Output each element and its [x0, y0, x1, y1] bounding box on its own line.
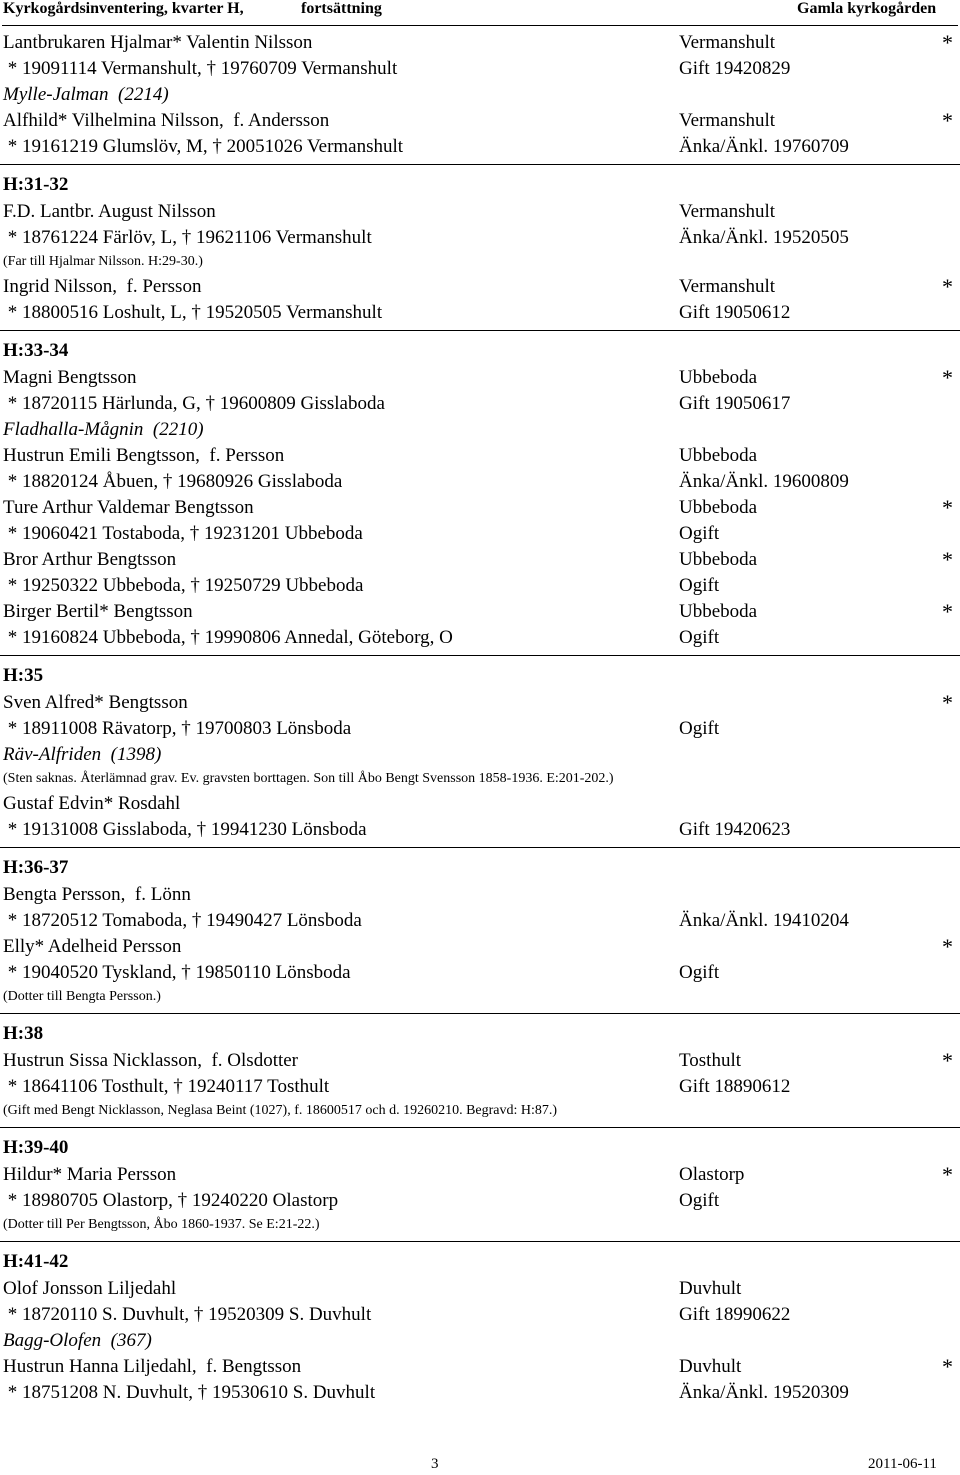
- record-line: [0, 908, 960, 934]
- section-title: H:36-37: [3, 857, 69, 878]
- record-line: [0, 134, 960, 160]
- entry-detail: Gift 19420829: [679, 58, 791, 79]
- star-marker: *: [942, 1162, 953, 1187]
- entry-text: Hustrun Hanna Liljedahl, f. Bengtsson: [3, 1356, 302, 1377]
- entry-detail: Ogift: [679, 962, 720, 983]
- entry-text: F.D. Lantbr. August Nilsson: [3, 201, 216, 222]
- star-marker: *: [942, 108, 953, 133]
- star-marker: *: [942, 365, 953, 390]
- page-number: 3: [431, 1456, 439, 1472]
- entry-detail: Vermanshult: [679, 32, 776, 53]
- entry-detail: Tosthult: [679, 1050, 742, 1071]
- entry-text: * 18641106 Tosthult, † 19240117 Tosthult: [3, 1076, 330, 1097]
- entry-detail: Ogift: [679, 718, 720, 739]
- note-line: [0, 251, 960, 274]
- entry-text: Hildur* Maria Persson: [3, 1164, 177, 1185]
- record-line: [0, 108, 960, 134]
- record-line: [0, 1048, 960, 1074]
- entry-text: Bagg-Olofen (367): [3, 1330, 152, 1351]
- entry-text: * 18980705 Olastorp, † 19240220 Olastorp: [3, 1190, 339, 1211]
- record-line: [0, 30, 960, 56]
- star-marker: *: [942, 274, 953, 299]
- entry-text: Bror Arthur Bengtsson: [3, 549, 177, 570]
- note-line: [0, 768, 960, 791]
- entry-detail: Änka/Änkl. 19760709: [679, 136, 849, 157]
- section-header: [0, 655, 960, 690]
- entry-text: Mylle-Jalman (2214): [3, 84, 169, 105]
- entry-detail: Gift 19050612: [679, 302, 791, 323]
- nickname-line: [0, 1328, 960, 1354]
- entry-detail: Ubbeboda: [679, 601, 758, 622]
- entry-text: * 19160824 Ubbeboda, † 19990806 Annedal, Göteborg, O: [3, 627, 453, 648]
- entry-text: Alfhild* Vilhelmina Nilsson, f. Andersson: [3, 110, 330, 131]
- entry-text: Hustrun Sissa Nicklasson, f. Olsdotter: [3, 1050, 299, 1071]
- star-marker: *: [942, 690, 953, 715]
- star-marker: *: [942, 30, 953, 55]
- entry-detail: Duvhult: [679, 1356, 742, 1377]
- entry-text: Elly* Adelheid Persson: [3, 936, 182, 957]
- section-header: [0, 1013, 960, 1048]
- nickname-line: [0, 417, 960, 443]
- page-footer: [0, 1456, 960, 1474]
- entry-text: Hustrun Emili Bengtsson, f. Persson: [3, 445, 285, 466]
- entry-detail: Gift 18890612: [679, 1076, 791, 1097]
- note-line: [0, 986, 960, 1009]
- entry-text: * 18751208 N. Duvhult, † 19530610 S. Duvhult: [3, 1382, 376, 1403]
- entry-detail: Gift 19420623: [679, 819, 791, 840]
- entry-text: * 18911008 Rävatorp, † 19700803 Lönsboda: [3, 718, 352, 739]
- entry-detail: Vermanshult: [679, 201, 776, 222]
- entry-text: * 19040520 Tyskland, † 19850110 Lönsboda: [3, 962, 351, 983]
- record-line: [0, 1188, 960, 1214]
- entry-text: Sven Alfred* Bengtsson: [3, 692, 188, 713]
- record-line: [0, 391, 960, 417]
- entry-detail: Änka/Änkl. 19600809: [679, 471, 849, 492]
- header-subtitle: fortsättning: [301, 0, 382, 17]
- entry-text: * 18820124 Åbuen, † 19680926 Gisslaboda: [3, 471, 343, 492]
- star-marker: *: [942, 1048, 953, 1073]
- entry-text: (Dotter till Per Bengtsson, Åbo 1860-1937. Se E:21-22.): [3, 1217, 320, 1232]
- record-line: [0, 960, 960, 986]
- entry-text: (Sten saknas. Återlämnad grav. Ev. gravsten borttagen. Son till Åbo Bengt Svensson 1858-1936. E:201-202.): [3, 771, 614, 786]
- record-line: [0, 495, 960, 521]
- entry-detail: Ogift: [679, 1190, 720, 1211]
- record-line: [0, 716, 960, 742]
- section-title: H:39-40: [3, 1137, 69, 1158]
- entry-detail: Gift 19050617: [679, 393, 791, 414]
- print-date: 2011-06-11: [868, 1456, 937, 1472]
- section-title: H:31-32: [3, 174, 69, 195]
- record-line: [0, 1276, 960, 1302]
- entry-text: * 19131008 Gisslaboda, † 19941230 Lönsboda: [3, 819, 367, 840]
- entry-text: Ingrid Nilsson, f. Persson: [3, 276, 202, 297]
- entry-detail: Gift 18990622: [679, 1304, 791, 1325]
- record-line: [0, 1302, 960, 1328]
- record-line: [0, 365, 960, 391]
- record-line: [0, 791, 960, 817]
- record-line: [0, 934, 960, 960]
- star-marker: *: [942, 934, 953, 959]
- entry-text: * 19161219 Glumslöv, M, † 20051026 Vermanshult: [3, 136, 404, 157]
- entry-text: Lantbrukaren Hjalmar* Valentin Nilsson: [3, 32, 313, 53]
- entry-detail: Änka/Änkl. 19520505: [679, 227, 849, 248]
- record-line: [0, 1354, 960, 1380]
- star-marker: *: [942, 547, 953, 572]
- entry-detail: Duvhult: [679, 1278, 742, 1299]
- header-rule: [2, 25, 958, 26]
- record-line: [0, 690, 960, 716]
- record-line: [0, 573, 960, 599]
- entry-text: Magni Bengtsson: [3, 367, 137, 388]
- entry-text: * 18800516 Loshult, L, † 19520505 Vermanshult: [3, 302, 383, 323]
- record-line: [0, 274, 960, 300]
- record-line: [0, 817, 960, 843]
- record-line: [0, 625, 960, 651]
- record-line: [0, 1380, 960, 1406]
- entry-text: * 18720115 Härlunda, G, † 19600809 Gisslaboda: [3, 393, 385, 414]
- entry-text: Fladhalla-Mågnin (2210): [3, 419, 204, 440]
- section-header: [0, 1241, 960, 1276]
- entry-text: Räv-Alfriden (1398): [3, 744, 162, 765]
- header-title: Kyrkogårdsinventering, kvarter H,: [3, 0, 244, 17]
- section-title: H:35: [3, 665, 44, 686]
- note-line: [0, 1214, 960, 1237]
- star-marker: *: [942, 1354, 953, 1379]
- record-line: [0, 521, 960, 547]
- entry-text: Ture Arthur Valdemar Bengtsson: [3, 497, 254, 518]
- section-header: [0, 847, 960, 882]
- record-line: [0, 599, 960, 625]
- entry-detail: Vermanshult: [679, 276, 776, 297]
- header-cemetery: Gamla kyrkogården: [797, 0, 937, 17]
- entry-text: Bengta Persson, f. Lönn: [3, 884, 191, 905]
- entry-detail: Ogift: [679, 575, 720, 596]
- entry-text: (Far till Hjalmar Nilsson. H:29-30.): [3, 254, 203, 269]
- record-line: [0, 443, 960, 469]
- entry-detail: Ubbeboda: [679, 497, 758, 518]
- entry-text: Birger Bertil* Bengtsson: [3, 601, 193, 622]
- record-line: [0, 56, 960, 82]
- entry-text: (Dotter till Bengta Persson.): [3, 989, 161, 1004]
- entry-detail: Ogift: [679, 627, 720, 648]
- entry-text: Olof Jonsson Liljedahl: [3, 1278, 177, 1299]
- inventory-list: [0, 30, 960, 1406]
- entry-text: Gustaf Edvin* Rosdahl: [3, 793, 181, 814]
- note-line: [0, 1100, 960, 1123]
- entry-text: (Gift med Bengt Nicklasson, Neglasa Beint (1027), f. 18600517 och d. 19260210. Begravd: H:87.): [3, 1103, 558, 1118]
- section-header: [0, 1127, 960, 1162]
- section-title: H:38: [3, 1023, 44, 1044]
- entry-text: * 19060421 Tostaboda, † 19231201 Ubbeboda: [3, 523, 363, 544]
- record-line: [0, 547, 960, 573]
- nickname-line: [0, 742, 960, 768]
- entry-detail: Änka/Änkl. 19410204: [679, 910, 849, 931]
- entry-text: * 18720110 S. Duvhult, † 19520309 S. Duvhult: [3, 1304, 372, 1325]
- entry-detail: Olastorp: [679, 1164, 745, 1185]
- entry-text: * 18720512 Tomaboda, † 19490427 Lönsboda: [3, 910, 362, 931]
- section-title: H:41-42: [3, 1251, 69, 1272]
- page-header: [0, 0, 960, 26]
- entry-text: * 18761224 Färlöv, L, † 19621106 Vermanshult: [3, 227, 372, 248]
- entry-detail: Ubbeboda: [679, 445, 758, 466]
- record-line: [0, 225, 960, 251]
- entry-detail: Ubbeboda: [679, 549, 758, 570]
- entry-detail: Ogift: [679, 523, 720, 544]
- record-line: [0, 199, 960, 225]
- record-line: [0, 300, 960, 326]
- section-title: H:33-34: [3, 340, 69, 361]
- record-line: [0, 882, 960, 908]
- entry-detail: Ubbeboda: [679, 367, 758, 388]
- section-header: [0, 164, 960, 199]
- star-marker: *: [942, 495, 953, 520]
- entry-text: * 19091114 Vermanshult, † 19760709 Vermanshult: [3, 58, 398, 79]
- entry-text: * 19250322 Ubbeboda, † 19250729 Ubbeboda: [3, 575, 364, 596]
- entry-detail: Vermanshult: [679, 110, 776, 131]
- nickname-line: [0, 82, 960, 108]
- record-line: [0, 1074, 960, 1100]
- star-marker: *: [942, 599, 953, 624]
- record-line: [0, 469, 960, 495]
- record-line: [0, 1162, 960, 1188]
- entry-detail: Änka/Änkl. 19520309: [679, 1382, 849, 1403]
- section-header: [0, 330, 960, 365]
